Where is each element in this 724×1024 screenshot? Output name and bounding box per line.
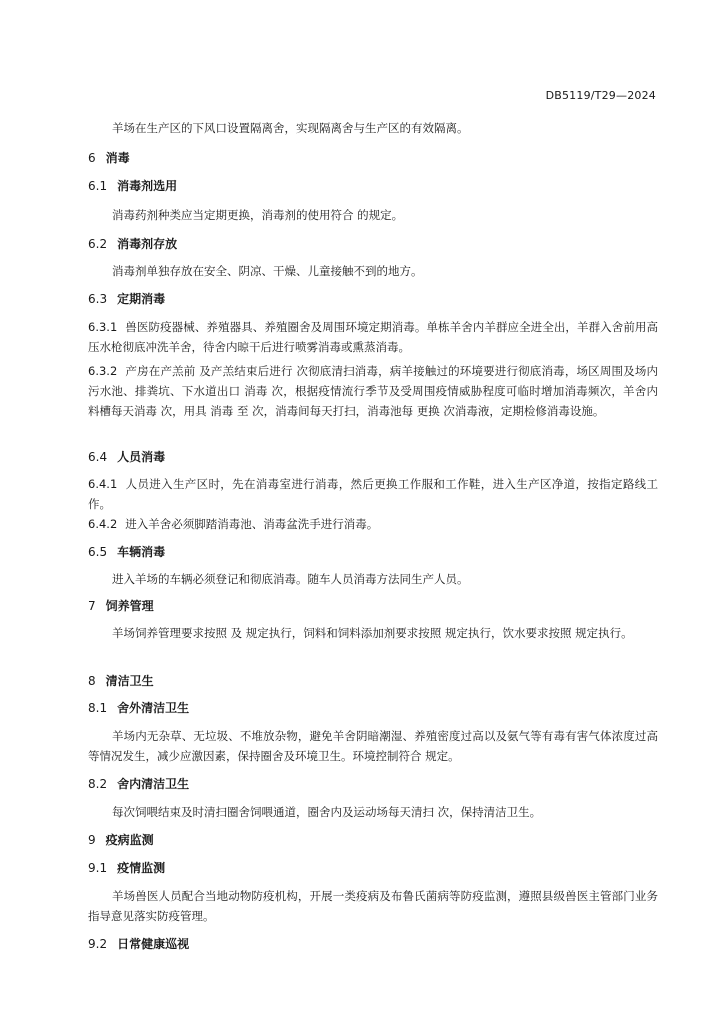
- section-title: 饲养管理: [105, 599, 154, 613]
- clause-6-4-2: [88, 514, 658, 534]
- section-title: 人员消毒: [117, 450, 166, 464]
- section-title: 车辆消毒: [117, 545, 166, 559]
- heading-9: [88, 830, 658, 850]
- heading-8-2: [88, 774, 658, 794]
- heading-8: [88, 671, 658, 691]
- section-title: 疫情监测: [117, 861, 166, 875]
- heading-8-1: [88, 698, 658, 718]
- header-standard-code: DB5119/T29—2024: [545, 89, 656, 102]
- section-title: 消毒剂选用: [117, 179, 178, 193]
- heading-6-3: [88, 289, 658, 309]
- section-number: 9: [88, 833, 96, 847]
- section-title: 日常健康巡视: [117, 937, 190, 951]
- paragraph-isolation: 羊场在生产区的下风口设置隔离舍，实现隔离舍与生产区的有效隔离。: [112, 121, 469, 135]
- section-number: 8.1: [88, 701, 108, 715]
- section-number: 7: [88, 599, 96, 613]
- section-title: 清洁卫生: [105, 674, 154, 688]
- paragraph-8-1: 羊场内无杂草、无垃圾、不堆放杂物，避免羊舍阴暗潮湿、养殖密度过高以及氨气等有毒有害气体浓度过高等情况发生，减少应激因素，保持圈舍及环境卫生。环境控制符合 规定。: [88, 729, 658, 763]
- section-number: 6.5: [88, 545, 108, 559]
- heading-6-5: [88, 542, 658, 562]
- clause-text: 进入羊舍必须脚踏消毒池、消毒盆洗手进行消毒。: [125, 517, 379, 531]
- section-title: 消毒: [105, 151, 130, 165]
- section-number: 6: [88, 151, 96, 165]
- section-number: 6.3: [88, 292, 108, 306]
- clause-number: 6.4.1: [88, 477, 118, 491]
- section-title: 舍外清洁卫生: [117, 701, 190, 715]
- clause-text: 产房在产羔前 及产羔结束后进行 次彻底清扫消毒，病羊接触过的环境要进行彻底消毒，场区周围及场内污水池、排粪坑、下水道出口 消毒 次，根据疫情流行季节及受周围疫情威胁程度可临时增加消毒频次，羊舍内料槽每天消毒 次，用具 消毒 至 次，消毒间每天打扫，消毒池每 更换 次消毒液，定期检修消毒设施。: [88, 364, 658, 418]
- paragraph-8-2: 每次饲喂结束及时清扫圈舍饲喂通道，圈舍内及运动场每天清扫 次，保持清洁卫生。: [112, 805, 542, 819]
- section-number: 8.2: [88, 777, 108, 791]
- clause-text: 人员进入生产区时，先在消毒室进行消毒，然后更换工作服和工作鞋，进入生产区净道，按指定路线工作。: [88, 477, 658, 511]
- heading-6-2: [88, 234, 658, 254]
- section-number: 6.4: [88, 450, 108, 464]
- clause-6-3-2: [88, 361, 658, 421]
- section-number: 9.2: [88, 937, 108, 951]
- section-title: 定期消毒: [117, 292, 166, 306]
- heading-6-4: [88, 447, 658, 467]
- section-title: 舍内清洁卫生: [117, 777, 190, 791]
- clause-6-4-1: [88, 474, 658, 514]
- section-number: 8: [88, 674, 96, 688]
- heading-7: [88, 596, 658, 616]
- section-title: 消毒剂存放: [117, 237, 178, 251]
- heading-9-2: [88, 934, 658, 954]
- paragraph-6-2: 消毒剂单独存放在安全、阴凉、干燥、儿童接触不到的地方。: [112, 264, 423, 278]
- paragraph-7: 羊场饲养管理要求按照 及 规定执行，饲料和饲料添加剂要求按照 规定执行，饮水要求按照 规定执行。: [112, 626, 633, 640]
- heading-9-1: [88, 858, 658, 878]
- section-number: 9.1: [88, 861, 108, 875]
- section-title: 疫病监测: [105, 833, 154, 847]
- clause-number: 6.4.2: [88, 517, 118, 531]
- heading-6-1: [88, 176, 658, 196]
- heading-6: [88, 148, 658, 168]
- section-number: 6.1: [88, 179, 108, 193]
- clause-number: 6.3.2: [88, 364, 118, 378]
- section-number: 6.2: [88, 237, 108, 251]
- paragraph-6-1: 消毒药剂种类应当定期更换，消毒剂的使用符合 的规定。: [112, 208, 404, 222]
- clause-number: 6.3.1: [88, 320, 118, 334]
- paragraph-9-1: 羊场兽医人员配合当地动物防疫机构，开展一类疫病及布鲁氏菌病等防疫监测，遵照县级兽医主管部门业务指导意见落实防疫管理。: [88, 889, 658, 923]
- clause-text: 兽医防疫器械、养殖器具、养殖圈舍及周围环境定期消毒。单栋羊舍内羊群应全进全出，羊群入舍前用高压水枪彻底冲洗羊舍，待舍内晾干后进行喷雾消毒或熏蒸消毒。: [88, 320, 658, 354]
- paragraph-6-5: 进入羊场的车辆必须登记和彻底消毒。随车人员消毒方法同生产人员。: [112, 572, 469, 586]
- clause-6-3-1: [88, 317, 658, 357]
